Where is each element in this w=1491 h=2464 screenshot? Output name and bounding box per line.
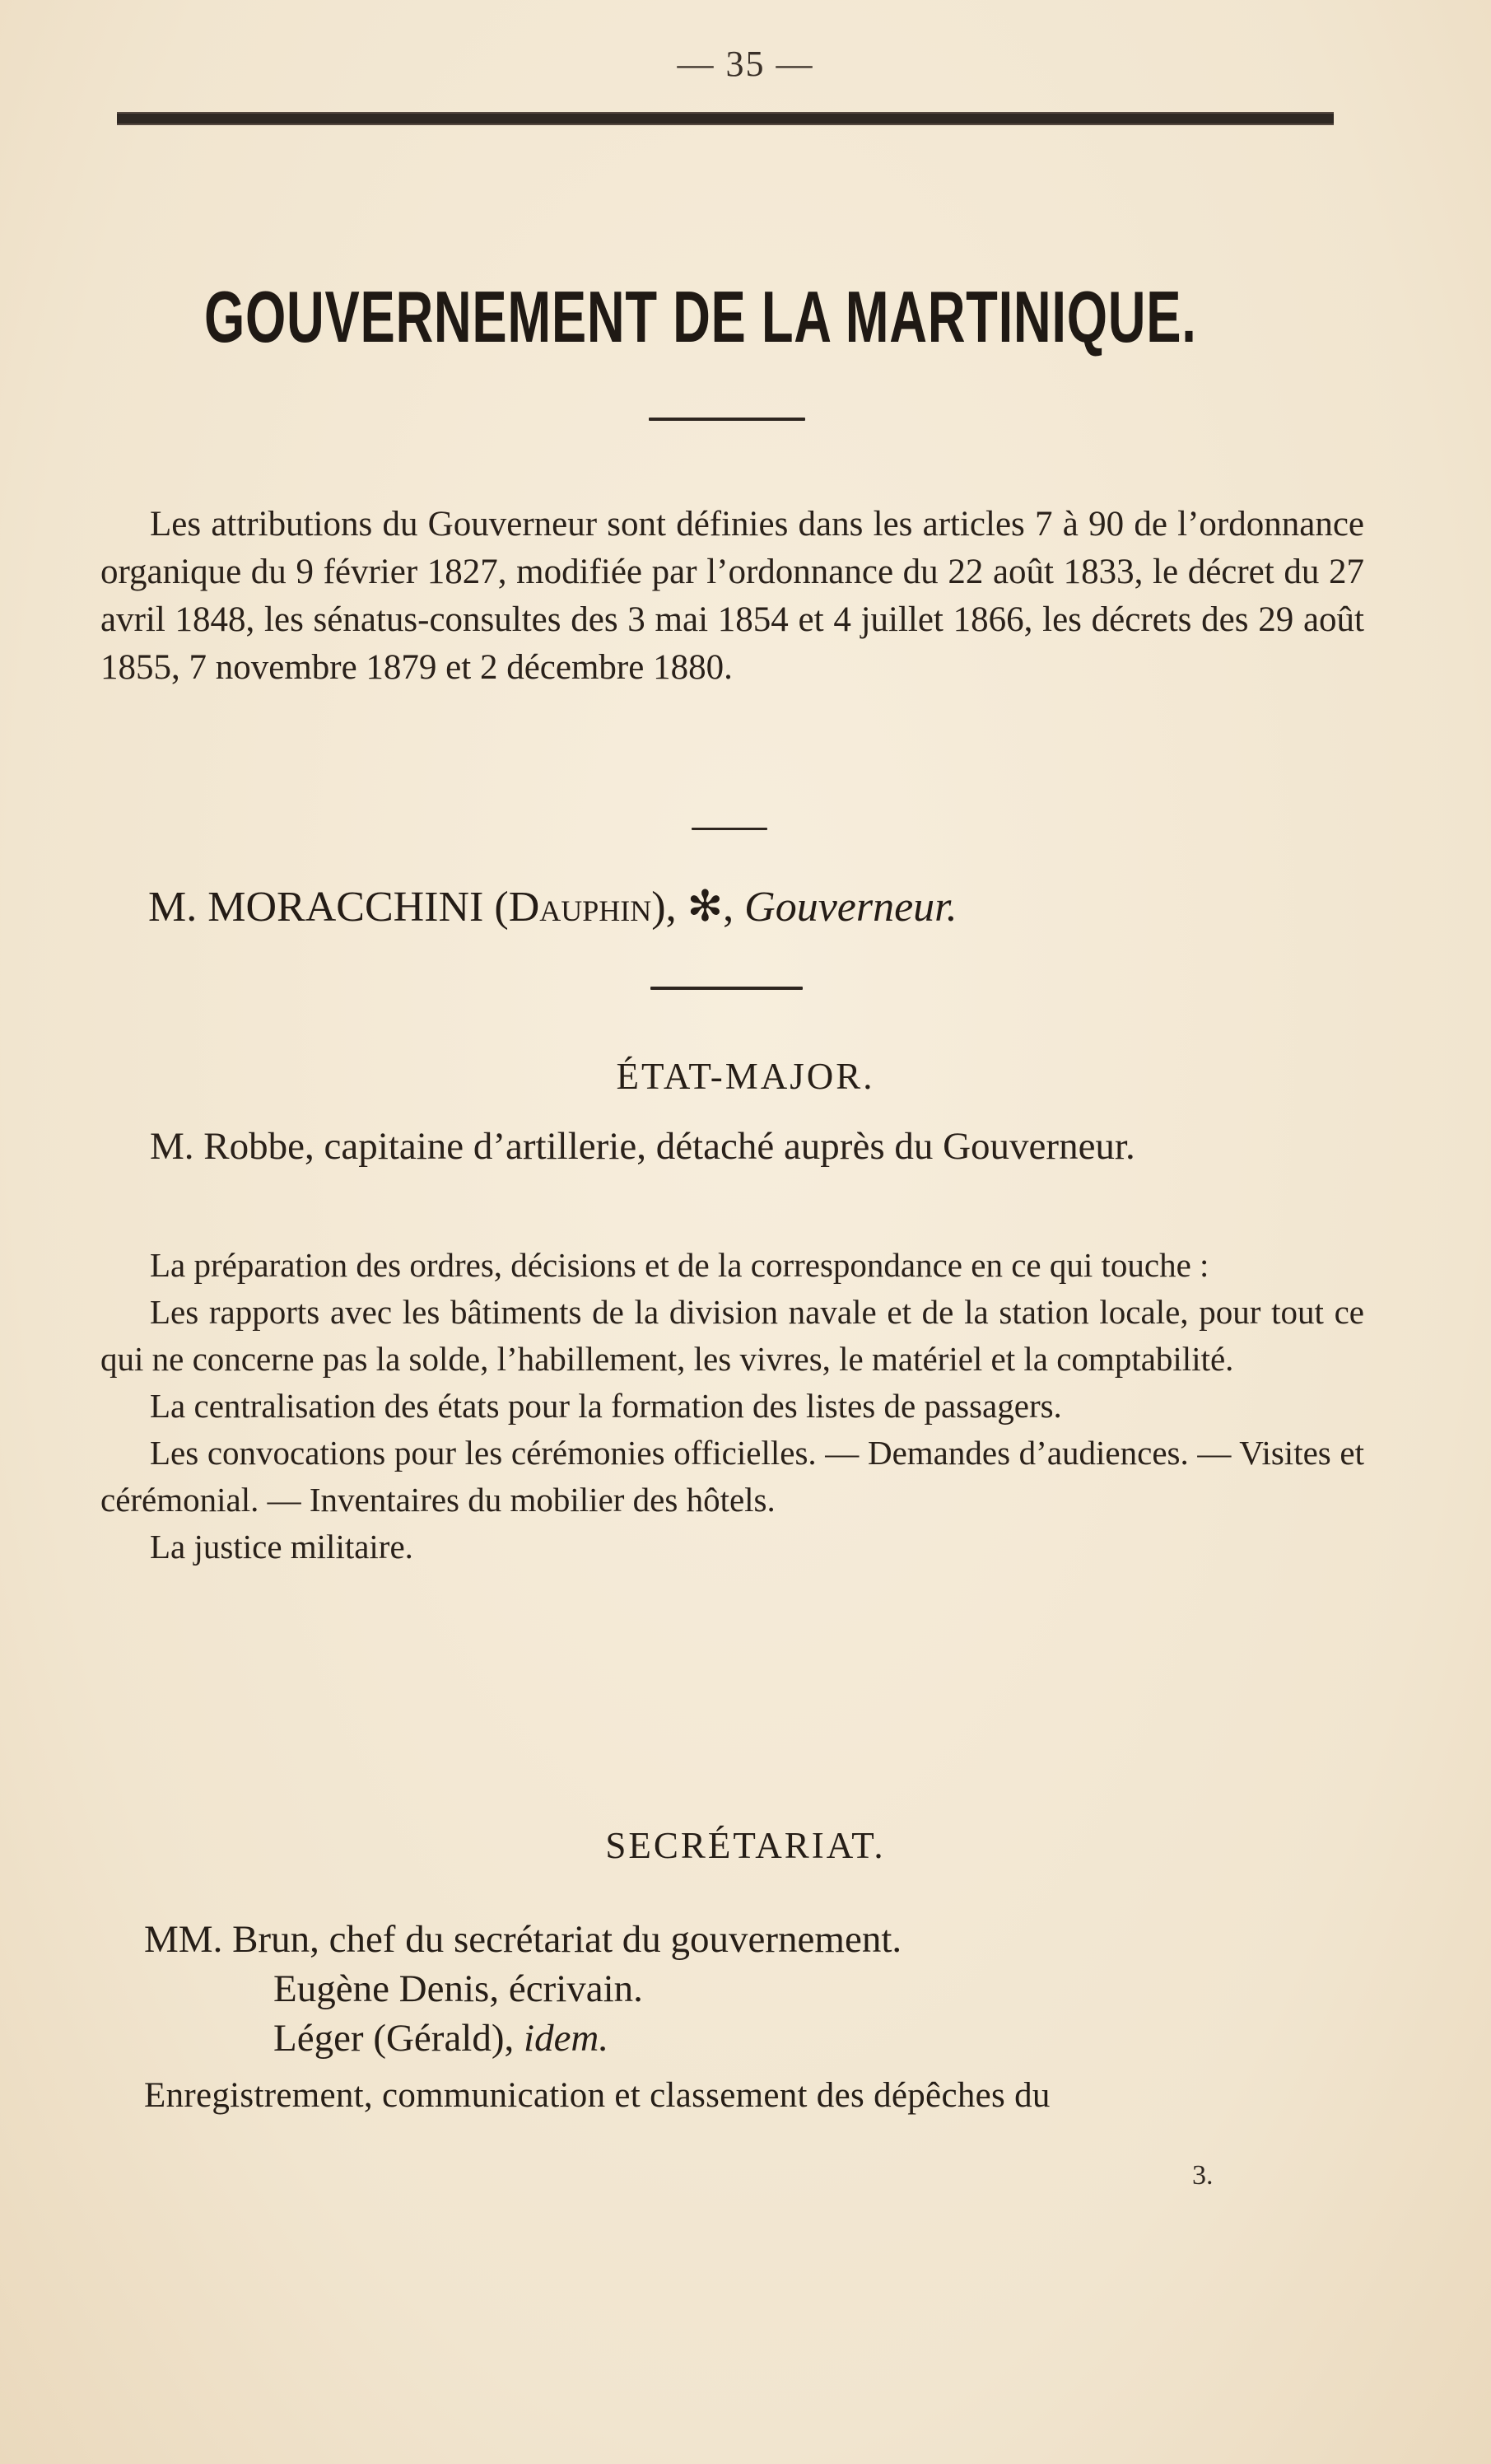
- section-heading-etat-major: ÉTAT-MAJOR.: [616, 1056, 875, 1097]
- separator-rule: [649, 418, 805, 421]
- duty-item: Les rapports avec les bâtiments de la division navale et de la station locale, pour tout ce qui ne concerne pas la solde, l’habillement, les vivres, le matériel et la comptabilité.: [100, 1293, 1364, 1378]
- intro-paragraph: [100, 501, 1364, 692]
- secretariat-idem: idem.: [524, 2017, 609, 2060]
- duty-item: La justice militaire.: [150, 1528, 413, 1566]
- secretariat-line: Eugène Denis, écrivain.: [273, 1967, 643, 2010]
- secretariat-line: MM. Brun, chef du secrétariat du gouvernement.: [144, 1918, 902, 1961]
- separator-rule: [692, 828, 767, 830]
- secretariat-name: Léger (Gérald),: [273, 2017, 524, 2060]
- secretariat-continuation: Enregistrement, communication et classement des dépêches du: [144, 2076, 1051, 2115]
- separator-rule: [650, 987, 803, 990]
- governor-prefix: M. MORACCHINI (: [148, 884, 509, 931]
- governor-role: Gouverneur.: [744, 884, 958, 931]
- duty-item: La centralisation des états pour la formation des listes de passagers.: [150, 1387, 1062, 1425]
- signature-mark: 3.: [1192, 2160, 1214, 2191]
- header-rule: [117, 112, 1334, 125]
- secretariat-members: [144, 1915, 1363, 2063]
- duty-item: La préparation des ordres, décisions et de la correspondance en ce qui touche :: [150, 1246, 1209, 1284]
- page-number-header: — 35 —: [677, 44, 814, 84]
- secretariat-line: [144, 2014, 1363, 2063]
- etat-major-duties: [100, 1242, 1364, 1570]
- etat-major-member: [100, 1122, 1364, 1170]
- duty-item: Les convocations pour les cérémonies officielles. — Demandes d’audiences. — Visites et cérémonial. — Inventaires du mobilier des hôtels.: [100, 1434, 1364, 1519]
- governor-middle: ), ✻,: [651, 884, 745, 931]
- governor-line: [148, 882, 1383, 931]
- document-title: GOUVERNEMENT DE LA MARTINIQUE.: [204, 276, 1197, 357]
- section-heading-secretariat: SECRÉTARIAT.: [605, 1825, 886, 1866]
- member-text: M. Robbe, capitaine d’artillerie, détaché auprès du Gouverneur.: [150, 1125, 1135, 1168]
- governor-first-name: Dauphin: [508, 884, 652, 931]
- intro-text: Les attributions du Gouverneur sont définies dans les articles 7 à 90 de l’ordonnance organique du 9 février 1827, modifiée par l’ordonnance du 22 août 1833, le décret du 27 avril 1848, les sénatus-consultes des 3 mai 1854 et 4 juillet 1866, les décrets des 29 août 1855, 7 novembre 1879 et 2 décembre 1880.: [100, 505, 1364, 687]
